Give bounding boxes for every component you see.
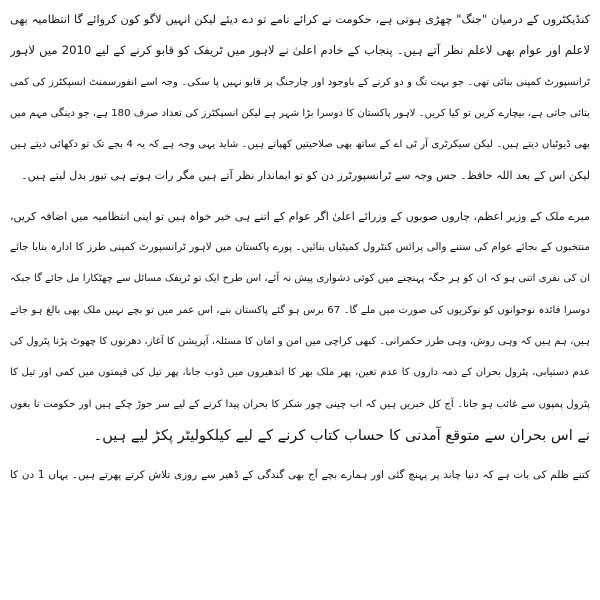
text-line: ٹرانسپورٹ کمپنی بنائی تھی۔ جو بہت تگ و دو کرنے کے باوجود اور چارجنگ پر قابو نہیں پا سکی۔ وجہ اسے انفورسمنٹ انسپکٹرز کی کمی bbox=[10, 76, 590, 88]
paragraph-1 bbox=[10, 4, 590, 192]
text-line: ہیں، ہم ہیں کہ وہی روش، وہی طرز حکمرانی۔ کبھی کراچی میں امن و امان کا مسئلہ، آپریشن کا آغاز، دھرنوں کا چھوٹ پڑنا پٹرول کی bbox=[10, 335, 590, 347]
text-line: پٹرول پمپوں سے غائب ہو جانا۔ آج کل خبریں ہیں کہ اب چینی چور شکر کا بحران پیدا کرنے کے لیے سر جوڑ چکے ہیں اور حکومت نا بغوں bbox=[10, 398, 590, 410]
text-line: کنڈیکٹروں کے درمیان "جنگ" چھڑی ہوتی ہے، حکومت نے کرائے نامے تو دے دیئے لیکن انہیں لاگو کون کروائے گا انتظامیہ بھی bbox=[10, 13, 590, 26]
text-line: بتائی جاتی ہے، بیچارے کریں تو کیا کریں۔ لاہور پاکستان کا دوسرا بڑا شہر ہے لیکن انسپکٹرز کی تعداد صرف 180 ہے، جو دینگی مہم میں bbox=[10, 107, 590, 119]
text-line: دوسرا فائدہ نوجوانوں کو نوکریوں کی صورت میں ملے گا۔ 67 برس ہو گئے پاکستان بنے، اس عمر میں تو بچے نہیں ملک بھی بالغ ہو جاتے bbox=[10, 304, 590, 316]
paragraph-2 bbox=[10, 201, 590, 451]
text-line: لیکن اس کے بعد اللہ حافظ۔ جس وجہ سے ٹرانسپورٹرز دن کو تو ایماندار نظر آتے ہیں مگر رات ہوتے ہی تیور بدل لیتے ہیں۔ bbox=[21, 169, 590, 183]
text-line: لاعلم اور عوام بھی لاعلم نظر آتے ہیں۔ پنجاب کے خادم اعلیٰ نے لاہور میں ٹریفک کو قابو کرنے کے لیے 2010 میں لاہور bbox=[10, 43, 590, 58]
paragraph-3 bbox=[10, 460, 590, 491]
text-line: عدم دستیابی، پٹرول بحران کے ذمہ داروں کا عدم تعین، پھر ملک بھر کا اندھیروں میں ڈوب جانا، پھر تیل کی قیمتوں میں کمی اور تیل کا bbox=[10, 367, 590, 379]
text-line: میرے ملک کے وزیر اعظم، چاروں صوبوں کے وزرائے اعلیٰ اگر عوام کے اتنے ہی خیر خواہ ہیں تو اپنی انتظامیہ میں اضافہ کریں، bbox=[10, 209, 590, 223]
text-line: بھی ڈیوٹیاں دیتے ہیں۔ لیکن سیکرٹری آر ٹی اے کے ساتھ بھی صلاحیتیں کھپاتے ہیں۔ شاید یہی وجہ ہے کہ یہ 4 بجے تک تو دکھائی دیتے ہیں bbox=[10, 139, 590, 151]
text-line: کتنے ظلم کی بات ہے کہ دنیا چاند پر پہنچ گئی اور ہمارے بچے آج بھی گندگی کے ڈھیر سے روزی تلاش کرتے پھرتے ہیں۔ یہاں 1 دن کا bbox=[10, 469, 590, 482]
text-line: ان کی نفری اتنی ہو کہ ان کو ہر جگہ پہنچنے میں کوئی دشواری پیش نہ آئے، اس طرح ایک تو ٹریفک مسائل سے چھٹکارا مل جائے گا جبکہ bbox=[10, 273, 590, 285]
text-line: نے اس بحران سے متوقع آمدنی کا حساب کتاب کرنے کے لیے کیلکولیٹر پکڑ لیے ہیں۔ bbox=[93, 426, 590, 444]
text-line: منتخبوں کے بجائے عوام کی سننے والی پرائس کنٹرول کمیٹیاں بنائیں۔ پورے پاکستان میں لاہور ٹرانسپورٹ کمپنی طرز کا ادارہ بنایا جائے bbox=[10, 241, 590, 254]
